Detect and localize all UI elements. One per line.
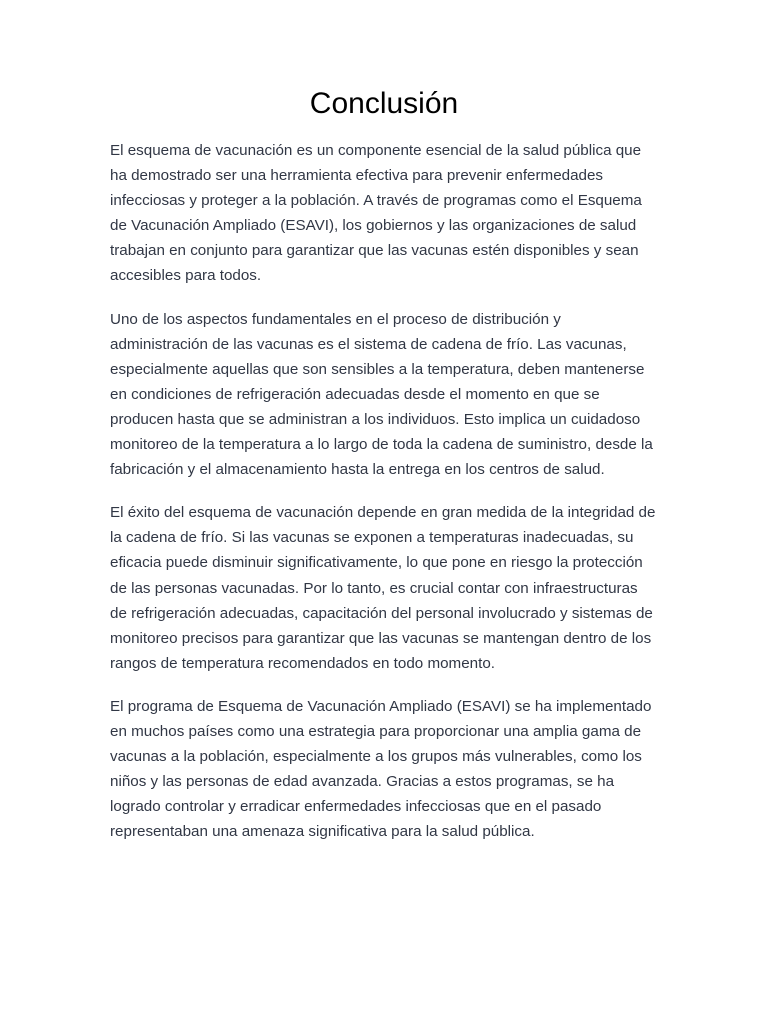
paragraph-2: Uno de los aspectos fundamentales en el proceso de distribución y administración de las vacunas es el sistema de cadena de frío. Las vacunas, especialmente aquellas que son sensibles a la temperatura, deben mantenerse en condiciones de refrigeración adecuadas desde el momento en que se producen hasta que se administran a los individuos. Esto implica un cuidadoso monitoreo de la temperatura a lo largo de toda la cadena de suministro, desde la fabricación y el almacenamiento hasta la entrega en los centros de salud.	[110, 310, 653, 479]
page-title: Conclusión	[309, 87, 459, 120]
paragraph-4: El programa de Esquema de Vacunación Ampliado (ESAVI) se ha implementado en muchos países como una estrategia para proporcionar una amplia gama de vacunas a la población, especialmente a los grupos más vulnerables, como los niños y las personas de edad avanzada. Gracias a estos programas, se ha logrado controlar y erradicar enfermedades infecciosas que en el pasado representaban una amenaza significativa para la salud pública.	[110, 697, 652, 841]
paragraph-3: El éxito del esquema de vacunación depende en gran medida de la integridad de la cadena de frío. Si las vacunas se exponen a temperaturas inadecuadas, su eficacia puede disminuir significativamente, lo que pone en riesgo la protección de las personas vacunadas. Por lo tanto, es crucial contar con infraestructuras de refrigeración adecuadas, capacitación del personal involucrado y sistemas de monitoreo precisos para garantizar que las vacunas se mantengan dentro de los rangos de temperatura recomendados en todo momento.	[110, 504, 656, 672]
paragraph-1: El esquema de vacunación es un componente esencial de la salud pública que ha demostrado ser una herramienta efectiva para prevenir enfermedades infecciosas y proteger a la población. A través de programas como el Esquema de Vacunación Ampliado (ESAVI), los gobiernos y las organizaciones de salud trabajan en conjunto para garantizar que las vacunas estén disponibles y sean accesibles para todos.	[110, 142, 642, 285]
